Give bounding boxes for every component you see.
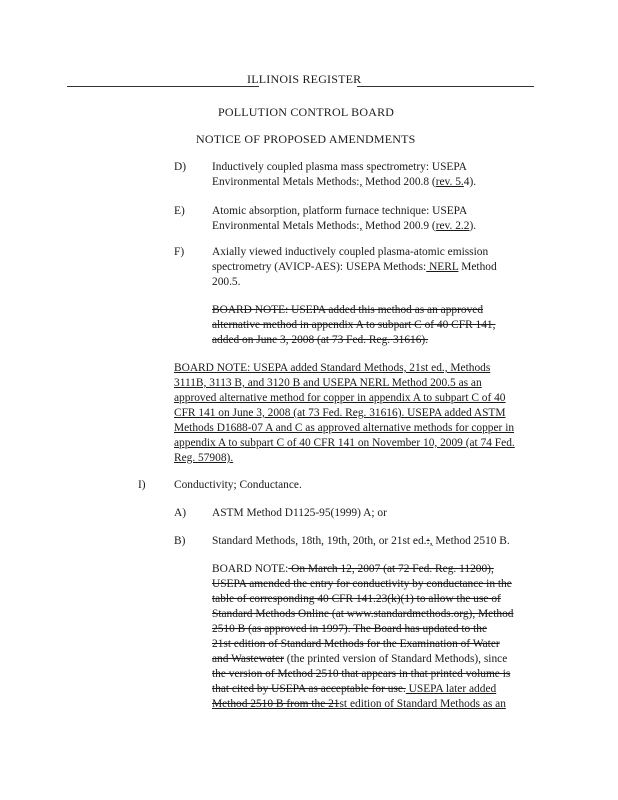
- board-note-b-line5: [212, 623, 487, 636]
- item-f-line3: 200.5.: [212, 276, 241, 288]
- section-i-b-method: Method 2510 B.: [432, 535, 510, 547]
- item-f-note-line3: added on June 3, 2008 (at 73 Fed. Reg. 31616).: [212, 334, 429, 346]
- item-f-method-word: Method: [458, 261, 497, 273]
- notice-title: NOTICE OF PROPOSED AMENDMENTS: [196, 132, 416, 146]
- board-note-b-line1: [212, 563, 494, 576]
- board-note-b-line9-b: USEPA later added: [405, 683, 497, 695]
- board-note-main-line7: Reg. 57908).: [174, 452, 234, 464]
- register-title: ILLINOIS REGISTER: [247, 72, 362, 86]
- board-note-b-line7: [212, 653, 507, 666]
- board-note-b-line2: USEPA amended the entry for conductivity by conductance in the: [212, 578, 512, 590]
- board-note-b-line7-b: (the printed version of Standard Methods), since: [283, 653, 508, 665]
- board-note-b-line10: [212, 698, 506, 711]
- section-i-b-editions: Standard Methods, 18th, 19th, 20th, or 21st ed.: [212, 535, 427, 547]
- item-e-rev: rev. 2.2: [435, 220, 470, 232]
- item-d-rev-end: 4).: [463, 176, 477, 188]
- board-note-b-line1-rest: On March 12, 2007 (at 72 Fed. Reg. 11200),: [288, 563, 494, 575]
- board-note-b-line7-a: and Wastewater: [212, 653, 284, 665]
- item-d-line1: Inductively coupled plasma mass spectrometry: USEPA: [212, 161, 467, 173]
- item-e-method-text: Method 200.9 (: [362, 220, 436, 232]
- board-note-b-line5-a: 2510 B (as approved in 1997).: [212, 623, 351, 635]
- item-d-rev: rev. 5.: [435, 176, 464, 188]
- section-i-b-comma: ,: [429, 535, 433, 547]
- section-i-b-label: B): [174, 535, 186, 547]
- board-note-main-line1: BOARD NOTE: USEPA added Standard Methods, 21st ed., Methods: [174, 362, 491, 374]
- board-note-main-line2: 3111B, 3113 B, and 3120 B and USEPA NERL Method 200.5 as an: [174, 377, 482, 389]
- item-f-nerl: NERL: [426, 261, 459, 273]
- item-d-comma: ,: [359, 176, 363, 188]
- item-d-method-name: Environmental Metals Methods:: [212, 176, 360, 188]
- board-note-b-line10-b: st edition of Standard Methods as an: [339, 698, 506, 710]
- item-e-method-name: Environmental Metals Methods:: [212, 220, 360, 232]
- item-d-method-text: Method 200.8 (: [362, 176, 436, 188]
- item-e-comma: ,: [359, 220, 363, 232]
- section-i-b-colon: :: [426, 535, 430, 547]
- section-i-title: Conductivity; Conductance.: [174, 479, 302, 491]
- board-note-b-line6: 21st edition of Standard Methods for the Examination of Water: [212, 638, 500, 650]
- header-rule-left: [67, 86, 259, 87]
- item-e-line2: [212, 220, 476, 233]
- board-note-b-heading: BOARD NOTE:: [212, 563, 289, 575]
- board-note-main-line4: CFR 141 on June 3, 2008 (at 73 Fed. Reg. 31616). USEPA added ASTM: [174, 407, 506, 419]
- item-e-label: E): [174, 205, 185, 217]
- item-d-label: D): [174, 161, 187, 173]
- item-f-note-line2: alternative method in appendix A to subpart C of 40 CFR 141,: [212, 319, 496, 331]
- board-note-b-line10-a: Method 2510 B from the 21: [212, 698, 340, 710]
- board-note-b-line8: the version of Method 2510 that appears in that printed volume is: [212, 668, 511, 680]
- board-note-main-line3: approved alternative method for copper in appendix A to subpart C of 40: [174, 392, 506, 404]
- item-d-line2: [212, 176, 476, 189]
- board-note-b-line3: table of corresponding 40 CFR 141.23(k)(1) to allow the use of: [212, 593, 501, 605]
- item-f-label: F): [174, 246, 185, 258]
- board-note-b-line4: Standard Methods Online (at www.standardmethods.org), Method: [212, 608, 514, 620]
- section-i-label: I): [138, 479, 146, 491]
- section-i-b-text: [212, 535, 510, 548]
- board-note-main-line5: Methods D1688-07 A and C as approved alternative methods for copper in: [174, 422, 515, 434]
- section-i-a-label: A): [174, 507, 187, 519]
- board-title: POLLUTION CONTROL BOARD: [218, 105, 395, 119]
- item-e-rev-end: ).: [469, 220, 477, 232]
- board-note-b-line9-a: that cited by USEPA as acceptable for use.: [212, 683, 406, 695]
- board-note-main-line6: appendix A to subpart C of 40 CFR 141 on November 10, 2009 (at 74 Fed.: [174, 437, 515, 449]
- board-note-b-line9: [212, 683, 496, 696]
- item-e-line1: Atomic absorption, platform furnace technique: USEPA: [212, 205, 468, 217]
- board-note-b-line5-b: The Board has updated to the: [350, 623, 488, 635]
- item-f-note-line1: BOARD NOTE: USEPA added this method as an approved: [212, 304, 484, 316]
- section-i-a-text: ASTM Method D1125-95(1999) A; or: [212, 507, 387, 519]
- item-f-method-name: spectrometry (AVICP-AES): USEPA Methods:: [212, 261, 427, 273]
- header-rule-right: [357, 86, 534, 87]
- item-f-line2: [212, 261, 497, 274]
- item-f-line1: Axially viewed inductively coupled plasma-atomic emission: [212, 246, 489, 258]
